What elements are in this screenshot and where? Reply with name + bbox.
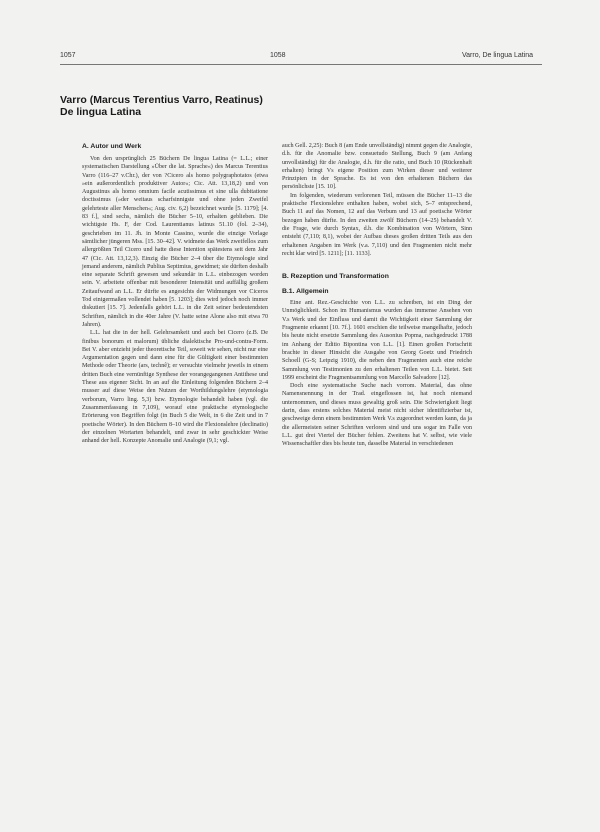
paragraph: Von den ursprünglich 25 Büchern De lingua Latina (= L.L.; einer systematischen Darstellung »Über die lat. Sprache«) des Marcus Terentius Varro (116–27 v.Chr.), der von ?Cicero als homo polygraphotatos (etwa »ein außerordentlich produktiver Autor«; Cic. Att. 13,18,2) und von Augustinus als homo omnium facile acutissimus et sine ulla dubitatione doctissimus (»der weitaus scharfsinnigste und ohne jeden Zweifel gelehrteste aller Menschen«; Aug. civ. 6,2) bezeichnet wurde [5. 1179]; [4. 83 f.], sind sechs, nämlich die Bücher 5–10, erhalten geblieben. Die wichtigste Hs. F, der Cod. Laurentianus latinus 51.10 (fol. 2–34), geschrieben im 11. Jh. in Monte Cassino, wurde die einzige Vorlage sämtlicher jüngeren Mss. [15. 30–42]. V. widmete das Werk zweifellos zum allergrößten Teil Cicero und hatte diese Intention spätestens seit dem Jahr 47 (Cic. Att. 13,12,3). Einzig die Bücher 2–4 über die Etymologie sind jemand anderem, nämlich Publius Septimius, gewidmet; sie dürften deshalb eine separate Schrift gewesen und sekundär in L.L. einbezogen worden sein. V. arbeitete offenbar mit besonderer Intensität und auffällig großem Zeitaufwand an L.L. Er dürfte es angesichts der Widmungen vor Ciceros Tod einigermaßen vollendet haben [5. 1203]; dies wird jedoch noch immer diskutiert [15. 7]. Jedenfalls gehört L.L. in die Zeit seiner bedeutendsten Schriften, nämlich in die 40er Jahre (V. hatte seine Alone also mit etwa 70 Jahren). [82,156,268,328]
paragraph: Eine ant. Rez.-Geschichte von L.L. zu schreiben, ist ein Ding der Unmöglichkeit. Schon im Humanismus wurden das immense Ansehen von V.s Werk und der Einfluss und damit die Wichtigkeit einer Sammlung der Fragmente erkannt [10. 7f.]. 1601 erschien die teilweise mangelhafte, jedoch bis heute nicht ersetzte Sammlung des Ausonius Popma, nachgedruckt 1788 im Anhang der Editio Bipontina von L.L. [1]. Einen großen Fortschritt brachte in dieser Hinsicht die Ausgabe von Georg Goetz und Friedrich Schoell (G-S; Leipzig 1910), die neben den Fragmenten auch eine reiche Sammlung von Testimonien zu den erhaltenen Teilen von L.L. bietet. Seit 1999 erscheint die Fragmentsammlung von Marcello Salvadore [12]. [282,300,472,381]
title-line-1: Varro (Marcus Terentius Varro, Reatinus) [60,94,263,106]
title-line-2: De lingua Latina [60,106,142,118]
page-number-left: 1057 [60,52,76,59]
right-column [282,142,472,449]
header-rule [60,64,542,65]
paragraph: L.L. hat die in der hell. Gelehrsamkeit und auch bei Cicero (z.B. De finibus bonorum et malorum) übliche dialektische Pro-und-contra-Form. Bei V. aber entzieht jeder theoretische Teil, soweit wir sehen, nicht nur eine Argumentation gegen und dann eine für die Gültigkeit einer bestimmten Methode oder Theorie (ars, technê); er versuchte vielmehr jeweils in einem dritten Buch eine vernünftige Synthese der vorangegangenen Antithese und These aus eigener Sicht. In an auf die Einleitung folgenden Büchern 2–4 musser auf diese Weise den Nutzen der Worthildungslehre (etymologia verborum, Varro ling. 5,3) bzw. Etymologie behandelt haben (vgl. die Zusammenfassung in 7,109), worauf eine praktische etymologische Erörterung von Begriffen folgt (in Buch 5 die Welt, in 6 die Zeit und in 7 poetische Wörter). In den Büchern 8–10 wird die Flexionslehre (declinatio) der einzelnen Wortarten behandelt, und zwar in sehr geschickter Weise anhand der hell. Konzepte Anomalie und Analogie (9,1; vgl. [82,330,268,445]
left-column [82,142,268,445]
section-b1-heading: B.1. Allgemein [282,288,329,296]
section-b-heading: B. Rezeption und Transformation [282,273,389,281]
section-a-heading: A. Autor und Werk [82,143,142,150]
page-number-mid: 1058 [270,52,286,59]
paragraph: auch Gell. 2,25): Buch 8 (am Ende unvollständig) nimmt gegen die Analogie, d.h. für die Anomalie bzw. consuetudo Stellung, Buch 9 (am Anfang unvollständig) für die Analogie, d.h. für die ratio, und Buch 10 (Rückenhaft erhalten) bringt Vs eigene Position zum Wirken dieser und weiterer Prinzipien in der Sprache. Es ist von den erhaltenen Büchern das persönlichste [15. 10]. [282,143,472,191]
paragraph: Im folgenden, wiederum verlorenen Teil, müssen die Bücher 11–13 die praktische Flexionslehre enthalten haben, wobei sich, 5–7 entsprechend, Buch 11 auf das Nomen, 12 auf das Verbum und 13 auf poetische Wörter bezogen haben dürfte. In den zweiten zwölf Büchern (14–25) behandelt V. die Frage, wie durch Syntax, d.h. die Kombination von Wörtern, Sinn entsteht (7,110; 8,1), wobei der Aufbau dieses großen dritten Teils aus den erhaltenen Angaben im Werk (v.a. 7,110) und den Fragmenten nicht mehr recht klar wird [5. 1211]; [11. 1133]. [282,192,472,257]
paragraph: Doch eine systematische Suche nach vorrom. Material, das ohne Namensnennung in der Trad. eingeflossen ist, hat noch niemand unternommen, und dieses muss gewaltig groß sein. Die Schwierigkeit liegt darin, dass erstens solches Material meist nicht sicher identifizierbar ist, geschweige denn einem bestimmten Werk V.s zugeordnet werden kann, da ja die allermeisten seiner Schriften verloren sind und uns sogar im Falle von L.L. gut drei Viertel der Bücher fehlen. Zweitens hat V. selbst, wie viele Wissenschaftler dies bis heute tun, dasselbe Material in verschiedenen [282,383,472,448]
running-title: Varro, De lingua Latina [462,52,534,59]
article-title [60,94,360,118]
